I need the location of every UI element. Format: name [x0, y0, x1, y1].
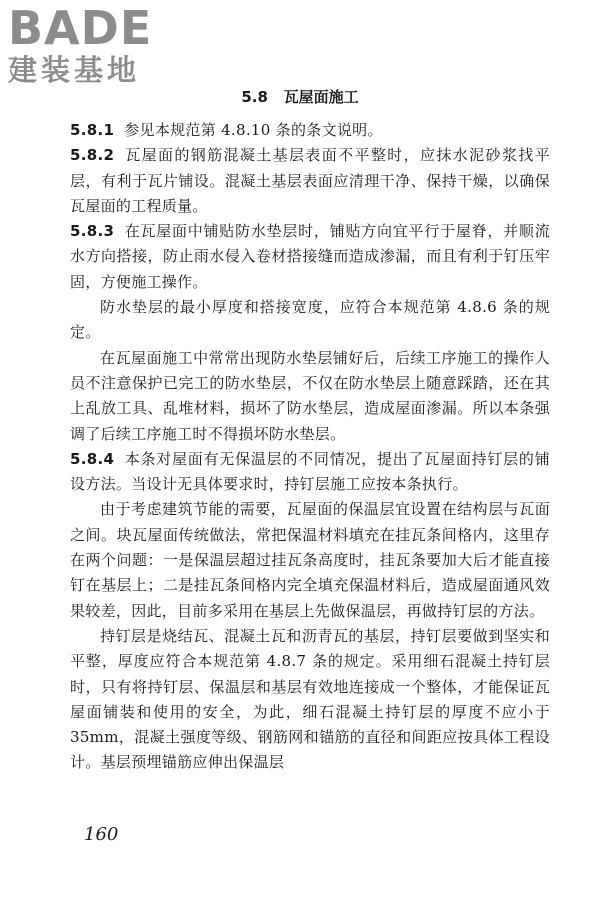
paragraph-insulation: 由于考虑建筑节能的需要，瓦屋面的保温层宜设置在结构层与瓦面之间。块瓦屋面传统做法，常把保温材料填充在挂瓦条间格内，这里存在两个问题：一是保温层超过挂瓦条高度时，挂瓦条要加大后才能直接钉在基层上；二是挂瓦条间格内完全填充保温材料后，造成屋面通风效果较差，因此，目前多采用在基层上先做保温层，再做持钉层的方法。	[70, 500, 550, 620]
paragraph-text: 参见本规范第 4.8.10 条的条文说明。	[124, 121, 383, 139]
logo-wordmark: BADE	[8, 1, 153, 55]
paragraph-underlayment-thickness: 防水垫层的最小厚度和搭接宽度，应符合本规范第 4.8.6 条的规定。	[70, 298, 550, 342]
paragraph-5-8-2	[70, 143, 550, 219]
section-heading	[0, 86, 600, 107]
paragraph-text: 在瓦屋面中铺贴防水垫层时，铺贴方向宜平行于屋脊，并顺流水方向搭接，防止雨水侵入卷材搭接缝而造成渗漏，而且有利于钉压牢固，方便施工操作。	[70, 222, 550, 291]
paragraph-underlayment-protection: 在瓦屋面施工中常常出现防水垫层铺好后，后续工序施工的操作人员不注意保护已完工的防水垫层，不仅在防水垫层上随意踩踏，还在其上乱放工具、乱堆材料，损坏了防水垫层，造成屋面渗漏。所以本条强调了后续工序施工时不得损坏防水垫层。	[70, 348, 550, 443]
clause-number: 5.8.2	[70, 146, 115, 165]
paragraph-text: 瓦屋面的钢筋混凝土基层表面不平整时，应抹水泥砂浆找平层，有利于瓦片铺设。混凝土基层表面应清理干净、保持干燥，以确保瓦屋面的工程质量。	[70, 146, 550, 215]
paragraph-nailing-layer: 持钉层是烧结瓦、混凝土瓦和沥青瓦的基层，持钉层要做到坚实和平整，厚度应符合本规范第 4.8.7 条的规定。采用细石混凝土持钉层时，只有将持钉层、保温层和基层有效地连接成一个整体，才能保证瓦屋面铺装和使用的安全，为此，细石混凝土持钉层的厚度不应小于 35mm，混凝土强度等级、钢筋网和锚筋的直径和间距应按具体工程设计。基层预埋锚筋应伸出保温层	[70, 626, 550, 772]
paragraph-text: 本条对屋面有无保温层的不同情况，提出了瓦屋面持钉层的铺设方法。当设计无具体要求时，持钉层施工应按本条执行。	[70, 449, 550, 494]
paragraph-5-8-1	[70, 118, 550, 143]
clause-number: 5.8.1	[70, 121, 115, 139]
clause-number: 5.8.3	[70, 222, 115, 241]
bade-logo	[8, 1, 178, 87]
clause-number: 5.8.4	[70, 449, 115, 468]
body-text	[70, 118, 550, 776]
logo-subtitle: 建装基地	[8, 53, 141, 87]
section-title: 瓦屋面施工	[283, 88, 359, 106]
page-number: 160	[84, 824, 119, 845]
paragraph-5-8-4	[70, 447, 550, 498]
section-number: 5.8	[241, 88, 268, 106]
paragraph-5-8-3	[70, 219, 550, 295]
